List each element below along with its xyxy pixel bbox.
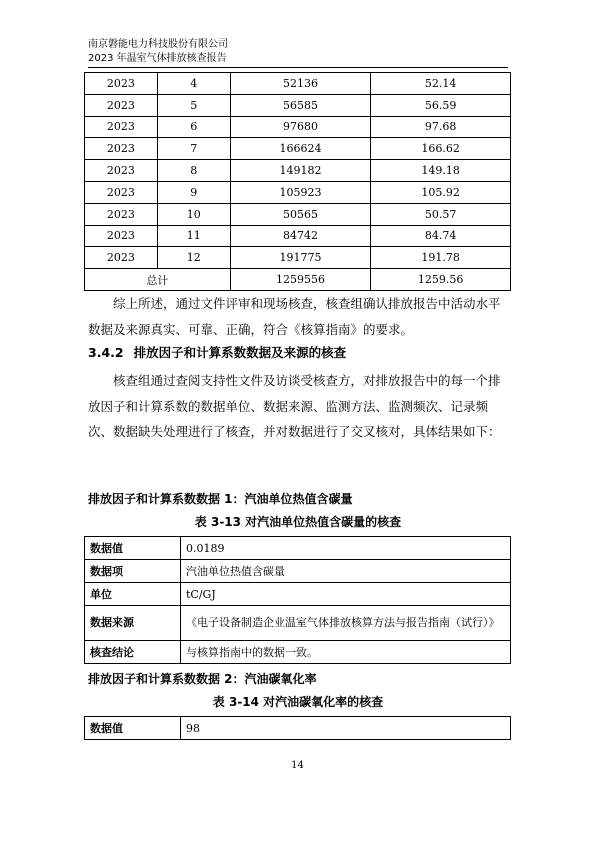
row-value: 《电子设备制造企业温室气体排放核算方法与报告指南（试行）》 [181, 606, 511, 641]
table-cell: 50.57 [371, 203, 511, 225]
table-cell: 149.18 [371, 160, 511, 182]
factor1-caption: 表 3-13 对汽油单位热值含碳量的核查 [194, 515, 402, 529]
table-row [85, 717, 511, 740]
row-value: 0.0189 [181, 537, 511, 560]
table-cell: 84.74 [371, 225, 511, 247]
table-cell: 2023 [85, 225, 158, 247]
table-cell: 166624 [230, 138, 371, 160]
table-cell: 10 [157, 203, 230, 225]
table-row [85, 583, 511, 606]
table-cell: 2023 [85, 73, 158, 95]
table-cell: 105.92 [371, 181, 511, 203]
table-cell: 166.62 [371, 138, 511, 160]
table-cell: 56585 [230, 94, 371, 116]
row-key: 数据项 [85, 560, 181, 583]
table-row [85, 606, 511, 641]
row-key: 数据值 [85, 717, 181, 740]
section-heading [88, 343, 346, 361]
row-key: 数据值 [85, 537, 181, 560]
method-paragraph: 核查组通过查阅支持性文件及访谈受核查方，对排放报告中的每一个排放因子和计算系数的数据单位、数据来源、监测方法、监测频次、记录频次、数据缺失处理进行了核查，并对数据进行了交叉核对，具体结果如下： [88, 373, 501, 439]
page-header [88, 38, 228, 66]
table-row [85, 560, 511, 583]
page-number: 14 [291, 760, 304, 771]
table-row [85, 160, 511, 182]
table-cell: 52136 [230, 73, 371, 95]
table-cell: 50565 [230, 203, 371, 225]
table-cell: 2023 [85, 138, 158, 160]
header-company: 南京磐能电力科技股份有限公司 [88, 39, 228, 50]
factor2-caption: 表 3-14 对汽油碳氧化率的核查 [212, 695, 384, 709]
table-cell: 4 [157, 73, 230, 95]
table-row [85, 116, 511, 138]
table-cell: 2023 [85, 116, 158, 138]
table-cell: 6 [157, 116, 230, 138]
table-cell: 97.68 [371, 116, 511, 138]
table-cell: 56.59 [371, 94, 511, 116]
row-value: 与核算指南中的数据一致。 [181, 641, 511, 664]
table-cell: 2023 [85, 160, 158, 182]
summary-paragraph: 综上所述，通过文件评审和现场核查，核查组确认排放报告中活动水平数据及来源真实、可靠、正确，符合《核算指南》的要求。 [88, 296, 501, 337]
table-cell: 105923 [230, 181, 371, 203]
row-value: 98 [181, 717, 511, 740]
table-cell: 12 [157, 247, 230, 269]
row-key: 数据来源 [85, 606, 181, 641]
factor2-table [84, 716, 511, 740]
row-key: 单位 [85, 583, 181, 606]
section-number: 3.4.2 [88, 345, 124, 360]
table-cell: 2023 [85, 203, 158, 225]
table-cell: 52.14 [371, 73, 511, 95]
table-total-row [85, 269, 511, 291]
table-row [85, 73, 511, 95]
table-cell: 2023 [85, 94, 158, 116]
table-row [85, 641, 511, 664]
table-cell: 2023 [85, 247, 158, 269]
table-row [85, 247, 511, 269]
table-row [85, 537, 511, 560]
table-row [85, 94, 511, 116]
table-cell: 7 [157, 138, 230, 160]
section-title: 排放因子和计算系数数据及来源的核查 [133, 345, 347, 360]
table-cell: 84742 [230, 225, 371, 247]
total-value-1: 1259556 [230, 269, 371, 291]
table-cell: 8 [157, 160, 230, 182]
row-value: tC/GJ [181, 583, 511, 606]
header-divider [88, 67, 508, 68]
table-cell: 97680 [230, 116, 371, 138]
factor1-table [84, 536, 511, 664]
table-cell: 11 [157, 225, 230, 247]
row-value: 汽油单位热值含碳量 [181, 560, 511, 583]
table-row [85, 203, 511, 225]
total-label: 总计 [85, 269, 231, 291]
table-cell: 191775 [230, 247, 371, 269]
factor2-subtitle: 排放因子和计算系数数据 2：汽油碳氧化率 [88, 672, 317, 686]
total-value-2: 1259.56 [371, 269, 511, 291]
table-row [85, 181, 511, 203]
header-report-title: 2023 年温室气体排放核查报告 [88, 53, 227, 64]
monthly-data-table [84, 72, 511, 291]
table-cell: 191.78 [371, 247, 511, 269]
table-row [85, 225, 511, 247]
table-cell: 149182 [230, 160, 371, 182]
table-cell: 2023 [85, 181, 158, 203]
row-key: 核查结论 [85, 641, 181, 664]
table-row [85, 138, 511, 160]
table-cell: 9 [157, 181, 230, 203]
factor1-subtitle: 排放因子和计算系数数据 1：汽油单位热值含碳量 [88, 492, 353, 506]
table-cell: 5 [157, 94, 230, 116]
